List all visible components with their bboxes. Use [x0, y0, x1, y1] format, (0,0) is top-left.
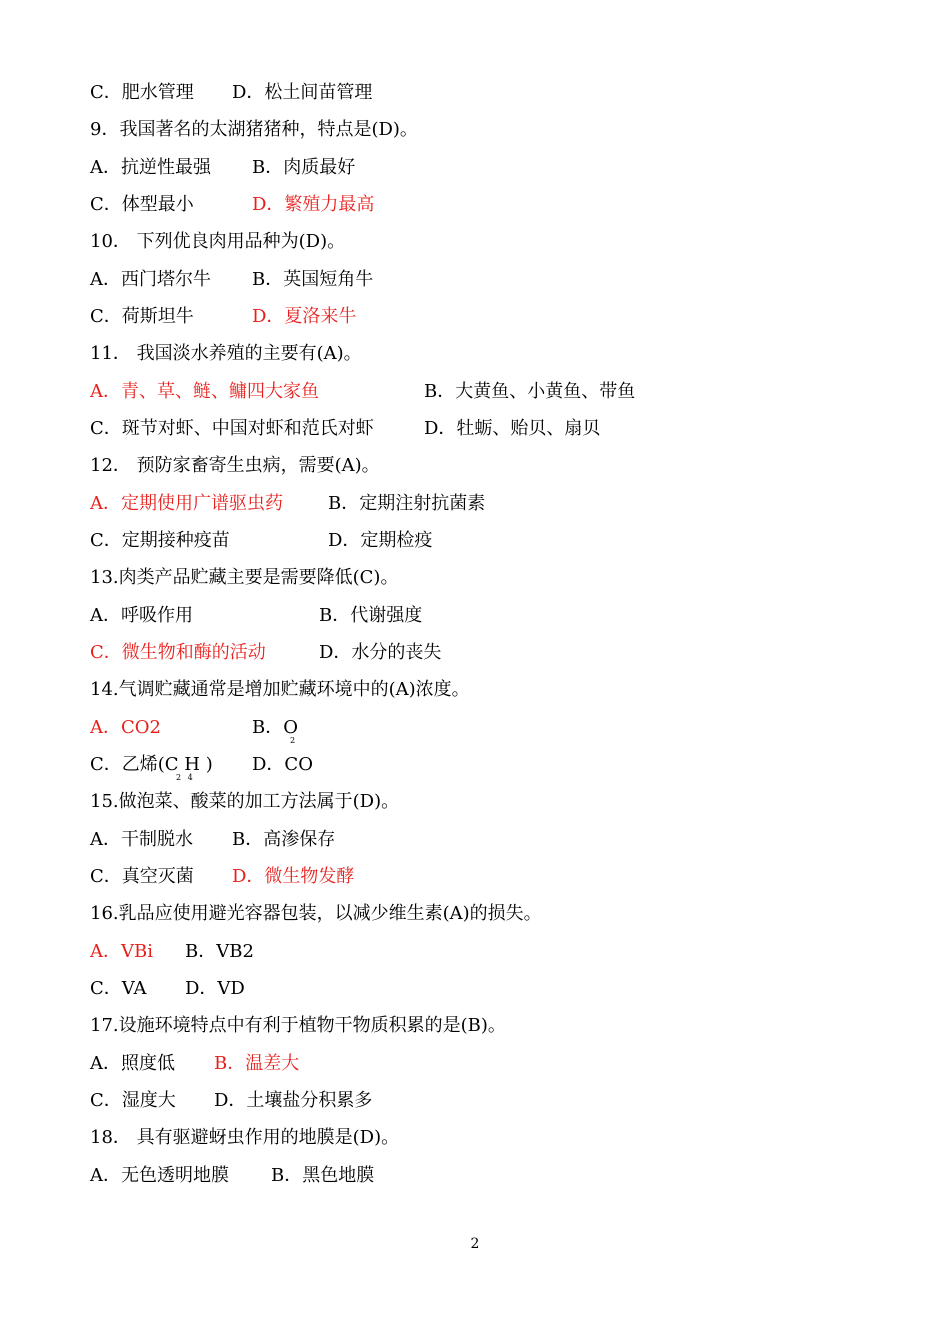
option-d: D．水分的丧失 [319, 642, 442, 663]
option-d: D．定期检疫 [328, 530, 433, 551]
option-c: C．斑节对虾、中国对虾和范氏对虾 [90, 418, 374, 439]
answer-option-d: D．繁殖力最高 [252, 194, 375, 215]
option-a: A．无色透明地膜 [90, 1165, 229, 1186]
answer-option-a: A．VBi [90, 941, 153, 962]
answer-option-d: D．夏洛来牛 [252, 306, 357, 327]
option-c: C．VA [90, 978, 147, 999]
option-b: B．O [252, 717, 298, 738]
option-b: B．黑色地膜 [271, 1165, 375, 1186]
page-number: 2 [470, 1236, 480, 1252]
option-b: B．定期注射抗菌素 [328, 493, 486, 514]
question-17: 17.设施环境特点中有利于植物干物质积累的是(B)。 [90, 1015, 506, 1036]
option-b: B．VB2 [185, 941, 254, 962]
option-c: C．定期接种疫苗 [90, 530, 230, 551]
option-d: D．牡蛎、贻贝、扇贝 [424, 418, 601, 439]
option-c: C．荷斯坦牛 [90, 306, 194, 327]
option-b: B．高渗保存 [232, 829, 336, 850]
question-18: 18． 具有驱避蚜虫作用的地膜是(D)。 [90, 1127, 400, 1148]
option-a: A．抗逆性最强 [90, 157, 211, 178]
option-a: A．照度低 [90, 1053, 175, 1074]
option-a: A．呼吸作用 [90, 605, 193, 626]
option-b: B．英国短角牛 [252, 269, 374, 290]
question-11: 11． 我国淡水养殖的主要有(A)。 [90, 343, 362, 364]
option-d: D．CO [252, 754, 313, 775]
answer-option-d: D．微生物发酵 [232, 866, 355, 887]
answer-option-a: A．青、草、鲢、鳙四大家鱼 [90, 381, 319, 402]
option-c: C．肥水管理 [90, 82, 194, 103]
option-b: B．肉质最好 [252, 157, 356, 178]
question-16: 16.乳品应使用避光容器包装，以减少维生素(A)的损失。 [90, 903, 542, 924]
option-b: B．大黄鱼、小黄鱼、带鱼 [424, 381, 636, 402]
option-c: C．乙烯(C H ) [90, 754, 213, 775]
answer-option-a: A．CO2 [90, 717, 161, 738]
question-9: 9．我国著名的太湖猪猪种，特点是(D)。 [90, 119, 418, 140]
answer-option-a: A．定期使用广谱驱虫药 [90, 493, 283, 514]
option-c: C．体型最小 [90, 194, 194, 215]
option-a: A．西门塔尔牛 [90, 269, 211, 290]
option-c: C．湿度大 [90, 1090, 176, 1111]
option-d: D．VD [185, 978, 245, 999]
subscript: 2 [290, 736, 296, 745]
option-b: B．代谢强度 [319, 605, 423, 626]
option-d: D．土壤盐分积累多 [214, 1090, 373, 1111]
option-c: C．真空灭菌 [90, 866, 194, 887]
question-10: 10． 下列优良肉用品种为(D)。 [90, 231, 346, 252]
question-12: 12． 预防家畜寄生虫病，需要(A)。 [90, 455, 380, 476]
question-15: 15.做泡菜、酸菜的加工方法属于(D)。 [90, 791, 400, 812]
question-13: 13.肉类产品贮藏主要是需要降低(C)。 [90, 567, 399, 588]
subscript: 2 4 [176, 773, 193, 782]
answer-option-c: C．微生物和酶的活动 [90, 642, 266, 663]
option-d: D．松土间苗管理 [232, 82, 373, 103]
question-14: 14.气调贮藏通常是增加贮藏环境中的(A)浓度。 [90, 679, 470, 700]
answer-option-b: B．温差大 [214, 1053, 300, 1074]
option-a: A．干制脱水 [90, 829, 193, 850]
